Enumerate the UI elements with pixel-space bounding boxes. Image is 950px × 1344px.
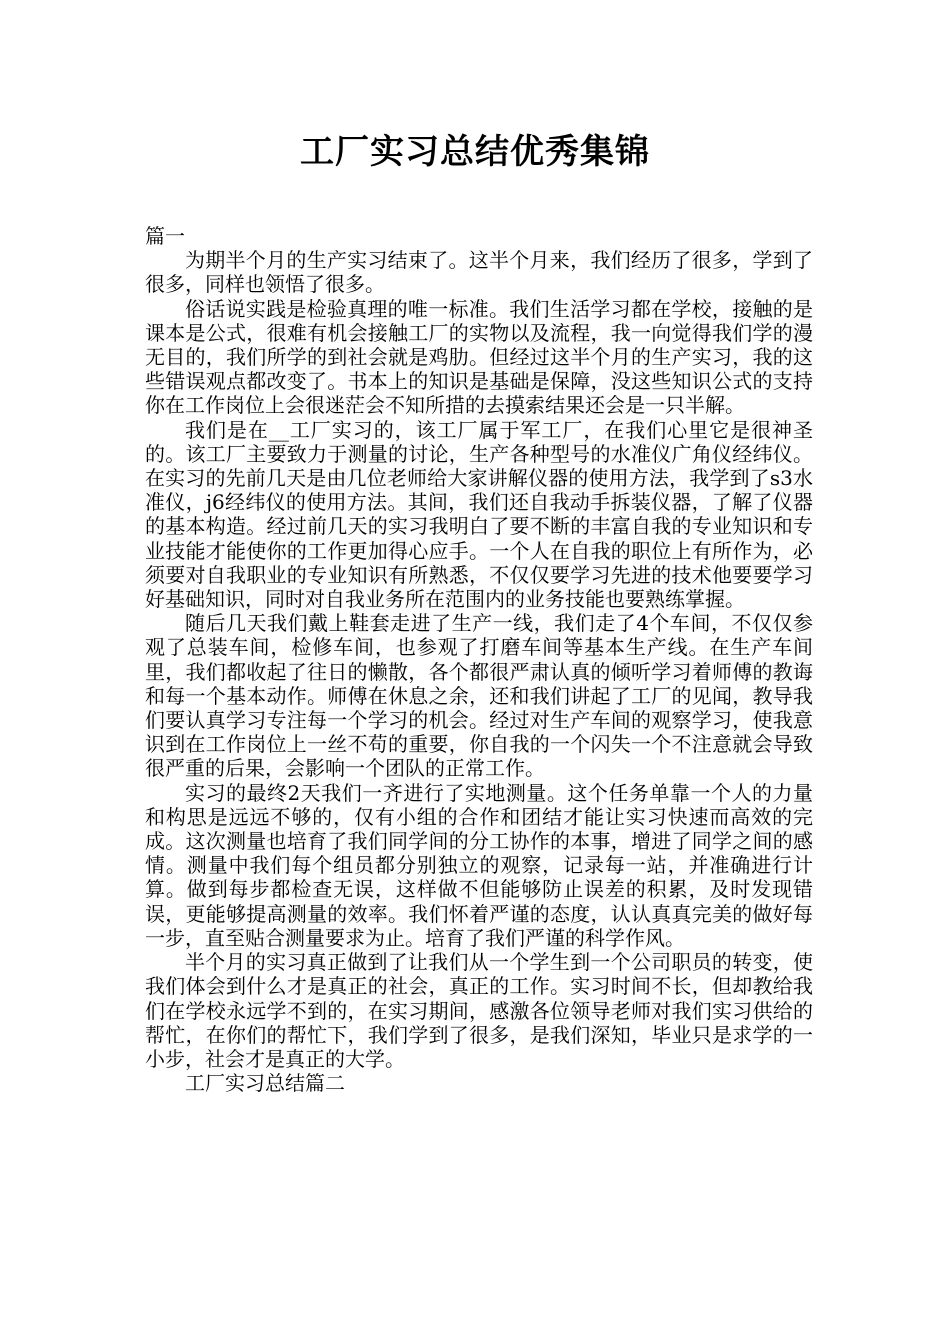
- paragraph-3: 我们是在__工厂实习的，该工厂属于军工厂，在我们心里它是很神圣的。该工厂主要致力于测量的讨论，生产各种型号的水准仪广角仪经纬仪。在实习的先前几天是由几位老师给大家讲解仪器的使用方法，我学到了s3水准仪，j6经纬仪的使用方法。其间，我们还自我动手拆装仪器，了解了仪器的基本构造。经过前几天的实习我明白了要不断的丰富自我的专业知识和专业技能才能使你的工作更加得心应手。一个人在自我的职位上有所作为，必须要对自我职业的专业知识有所熟悉，不仅仅要学习先进的技术他要要学习好基础知识，同时对自我业务所在范围内的业务技能也要熟练掌握。: [145, 417, 813, 612]
- paragraph-4: 随后几天我们戴上鞋套走进了生产一线，我们走了4个车间，不仅仅参观了总装车间，检修车间，也参观了打磨车间等基本生产线。在生产车间里，我们都收起了往日的懒散，各个都很严肃认真的倾听学习着师傅的教诲和每一个基本动作。师傅在休息之余，还和我们讲起了工厂的见闻，教导我们要认真学习专注每一个学习的机会。经过对生产车间的观察学习，使我意识到在工作岗位上一丝不苟的重要，你自我的一个闪失一个不注意就会导致很严重的后果，会影响一个团队的正常工作。: [145, 611, 813, 781]
- next-section-heading: 工厂实习总结篇二: [185, 1071, 345, 1096]
- document-title: 工厂实习总结优秀集锦: [300, 132, 650, 172]
- paragraph-2: 俗话说实践是检验真理的唯一标准。我们生活学习都在学校，接触的是课本是公式，很难有机会接触工厂的实物以及流程，我一向觉得我们学的漫无目的，我们所学的到社会就是鸡肋。但经过这半个月的生产实习，我的这些错误观点都改变了。书本上的知识是基础是保障，没这些知识公式的支持你在工作岗位上会很迷茫会不知所措的去摸索结果还会是一只半解。: [145, 296, 813, 418]
- paragraph-1: 为期半个月的生产实习结束了。这半个月来，我们经历了很多，学到了很多，同样也领悟了很多。: [145, 248, 813, 297]
- section-label: 篇一: [145, 224, 185, 248]
- document-body: [145, 224, 813, 1095]
- paragraph-5: 实习的最终2天我们一齐进行了实地测量。这个任务单靠一个人的力量和构思是远远不够的，仅有小组的合作和团结才能让实习快速而高效的完成。这次测量也培育了我们同学间的分工协作的本事，增进了同学之间的感情。测量中我们每个组员都分别独立的观察，记录每一站，并准确进行计算。做到每步都检查无误，这样做不但能够防止误差的积累，及时发现错误，更能够提高测量的效率。我们怀着严谨的态度，认认真真完美的做好每一步，直至贴合测量要求为止。培育了我们严谨的科学作风。: [145, 780, 813, 950]
- paragraph-6: 半个月的实习真正做到了让我们从一个学生到一个公司职员的转变，使我们体会到什么才是真正的社会，真正的工作。实习时间不长，但却教给我们在学校永远学不到的，在实习期间，感激各位领导老师对我们实习供给的帮忙，在你们的帮忙下，我们学到了很多，是我们深知，毕业只是求学的一小步，社会才是真正的大学。: [145, 950, 813, 1071]
